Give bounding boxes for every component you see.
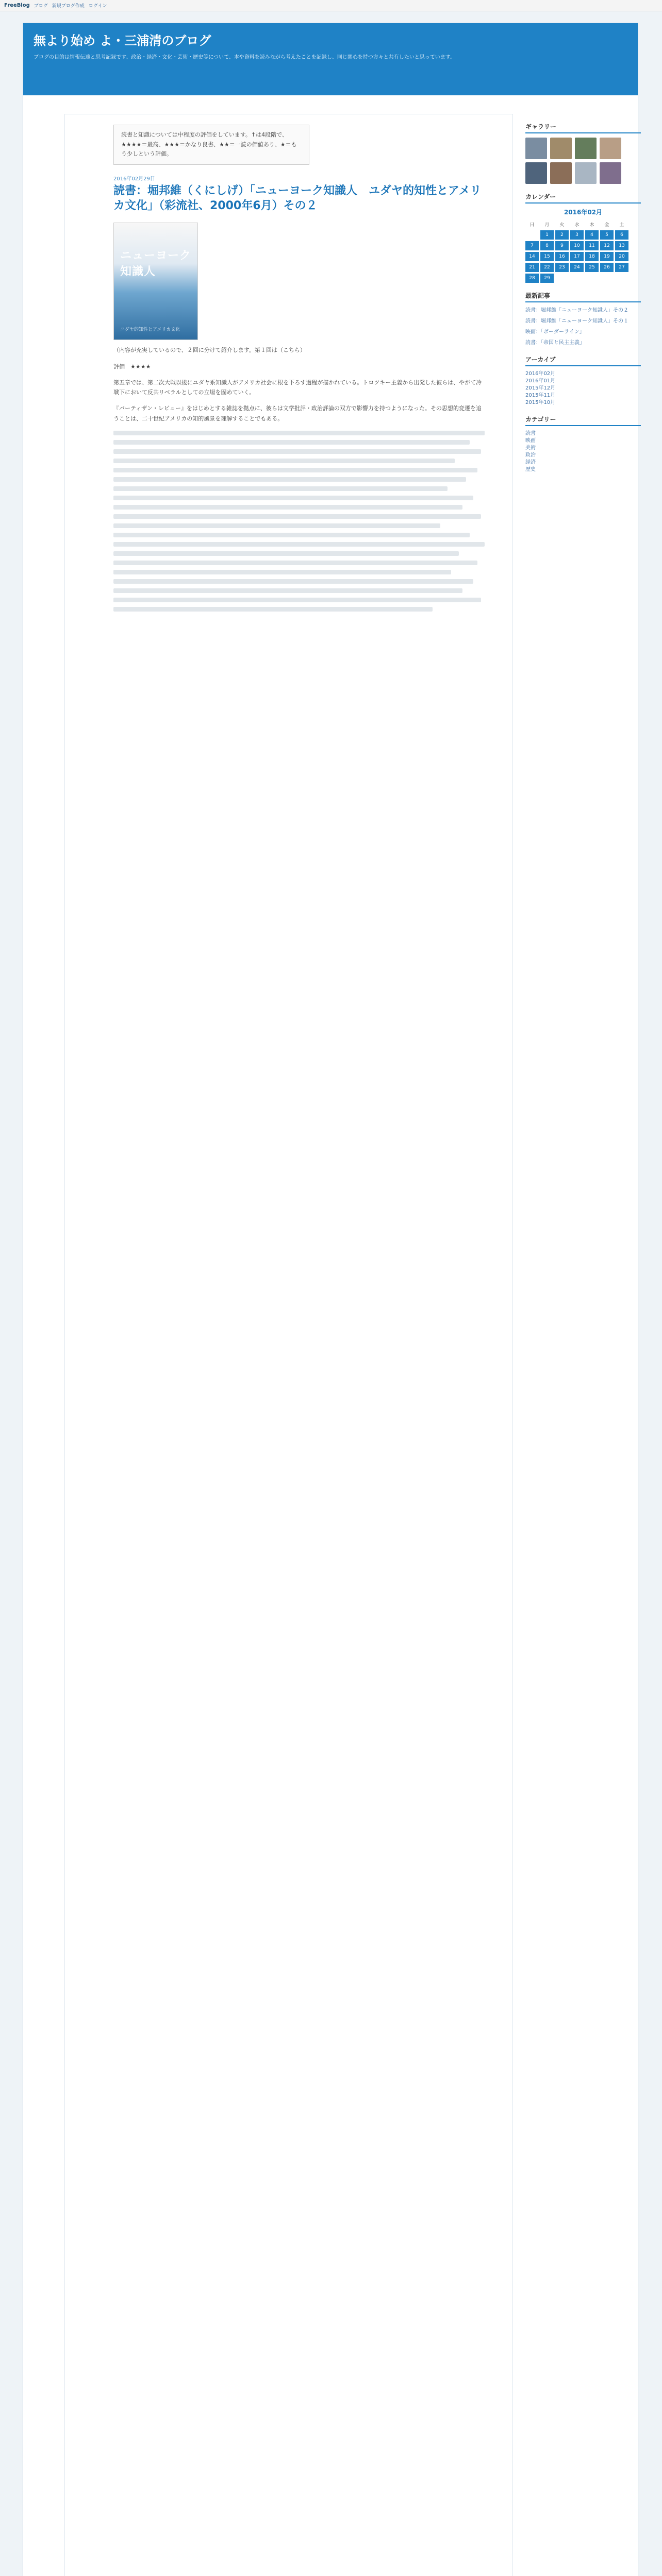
cal-day[interactable]: 26 [600,263,614,272]
recent-title: 最新記事 [525,291,641,302]
cal-day[interactable]: 12 [600,241,614,250]
cal-day[interactable]: 13 [615,241,628,250]
category-link[interactable]: 美術 [525,445,536,451]
category-title: カテゴリー [525,415,641,426]
gallery-thumb[interactable] [600,162,621,184]
category-link[interactable]: 政治 [525,452,536,458]
archive-link[interactable]: 2015年10月 [525,400,556,405]
gallery-thumb[interactable] [550,138,572,159]
cal-weekday: 水 [574,222,580,228]
cal-weekday: 日 [529,222,535,228]
site-logo[interactable]: FreeBlog [4,3,30,8]
cal-day[interactable]: 27 [615,263,628,272]
post-title[interactable]: 読書：堀邦維（くにしげ）「ニューヨーク知識人 ユダヤ的知性とアメリカ文化」（彩流社、2000年6月）その２ [113,184,482,212]
post-paragraph-2: 『パーティザン・レビュー』をはじめとする雑誌を拠点に、彼らは文学批評・政治評論の双方で影響力を持つようになった。その思想的変遷を追うことは、二十世紀アメリカの知的風景を理解することでもある。 [113,405,482,422]
cal-weekday: 火 [559,222,565,228]
cal-day[interactable]: 23 [555,263,569,272]
cal-day[interactable]: 9 [555,241,569,250]
menu-login[interactable]: ログイン [88,4,107,9]
gallery-grid [525,138,641,184]
cal-weekday: 金 [604,222,609,228]
cal-weekday: 土 [619,222,624,228]
cal-day[interactable]: 25 [585,263,599,272]
cal-day[interactable]: 5 [600,230,614,240]
category-link[interactable]: 歴史 [525,467,536,472]
menu-new[interactable]: 新規ブログ作成 [52,4,85,9]
cal-day[interactable]: 6 [615,230,628,240]
blog-container [23,23,638,2576]
cal-day[interactable]: 14 [525,252,539,261]
cal-day[interactable]: 11 [585,241,599,250]
cal-day[interactable]: 21 [525,263,539,272]
gallery-thumb[interactable] [525,138,547,159]
gallery-thumb[interactable] [525,162,547,184]
cal-day[interactable]: 2 [555,230,569,240]
post-rating: 評価 ★★★★ [113,363,151,370]
cal-weekday: 木 [589,222,594,228]
rating-notice: 読書と知識については中程度の評価をしています。↑は4段階で、★★★★＝最高、★★★＝かなり良書、★★＝一読の価値あり、★＝もう少しという評価。 [113,125,309,165]
cal-day[interactable]: 15 [540,252,554,261]
archive-link[interactable]: 2016年02月 [525,371,556,377]
category-list [525,430,641,473]
main-column [64,114,513,2576]
cal-day[interactable]: 8 [540,241,554,250]
cal-day[interactable]: 22 [540,263,554,272]
archive-list [525,370,641,406]
cal-day[interactable]: 24 [570,263,584,272]
calendar-grid [525,219,641,283]
gallery-thumb[interactable] [550,162,572,184]
recent-item[interactable]: 読書：堀邦維「ニューヨーク知識人」その１ [525,318,628,324]
recent-item[interactable]: 読書：堀邦維「ニューヨーク知識人」その２ [525,308,628,313]
post-body-text [113,431,485,612]
cal-day[interactable]: 16 [555,252,569,261]
top-toolbar [0,0,662,11]
sidebar [525,114,641,473]
cal-day[interactable]: 1 [540,230,554,240]
book-cover-image [113,223,198,340]
gallery-thumb[interactable] [600,138,621,159]
archive-title: アーカイブ [525,355,641,366]
category-link[interactable]: 映画 [525,438,536,444]
cal-day[interactable]: 17 [570,252,584,261]
cover-subtitle: ユダヤ的知性とアメリカ文化 [120,327,180,333]
calendar-month: 2016年02月 [564,209,603,216]
calendar-title: カレンダー [525,192,641,204]
category-link[interactable]: 経済 [525,460,536,465]
blog-header [23,23,638,95]
cal-day[interactable]: 29 [540,274,554,283]
gallery-thumb[interactable] [575,162,597,184]
cal-day[interactable]: 3 [570,230,584,240]
cal-day[interactable]: 28 [525,274,539,283]
cover-title: ニューヨーク知識人 [120,249,192,279]
recent-item[interactable]: 映画：「ボーダーライン」 [525,329,585,335]
cal-day[interactable]: 10 [570,241,584,250]
post-intro: （内容が充実しているので、２回に分けて紹介します。第１回は（こちら） [113,347,306,354]
cal-day[interactable]: 7 [525,241,539,250]
cal-day[interactable]: 20 [615,252,628,261]
cal-day[interactable]: 4 [585,230,599,240]
cal-weekday: 月 [544,222,550,228]
blog-description: ブログの目的は情報伝達と思考記録です。政治・経済・文化・芸術・歴史等について、本や資料を読みながら考えたことを記録し、同じ関心を持つ方々と共有したいと思っています。 [34,55,455,60]
archive-link[interactable]: 2015年12月 [525,385,556,391]
blog-title[interactable]: 無より始め よ・三浦清のブログ [34,33,211,48]
recent-item[interactable]: 読書：「帝国と民主主義」 [525,340,585,346]
archive-link[interactable]: 2016年01月 [525,378,556,384]
cal-day[interactable]: 19 [600,252,614,261]
category-link[interactable]: 読書 [525,431,536,436]
gallery-thumb[interactable] [575,138,597,159]
recent-list [525,307,641,347]
cal-day[interactable]: 18 [585,252,599,261]
post-paragraph-1: 第五章では、第二次大戦以後にユダヤ系知識人がアメリカ社会に根を下ろす過程が描かれている。トロツキー主義から出発した彼らは、やがて冷戦下において反共リベラルとしての立場を固めていく。 [113,379,482,396]
archive-link[interactable]: 2015年11月 [525,393,556,398]
menu-blog[interactable]: ブログ [34,4,48,9]
cal-empty [525,230,539,240]
post-date: 2016年02月29日 [113,176,155,182]
gallery-title: ギャラリー [525,122,641,133]
